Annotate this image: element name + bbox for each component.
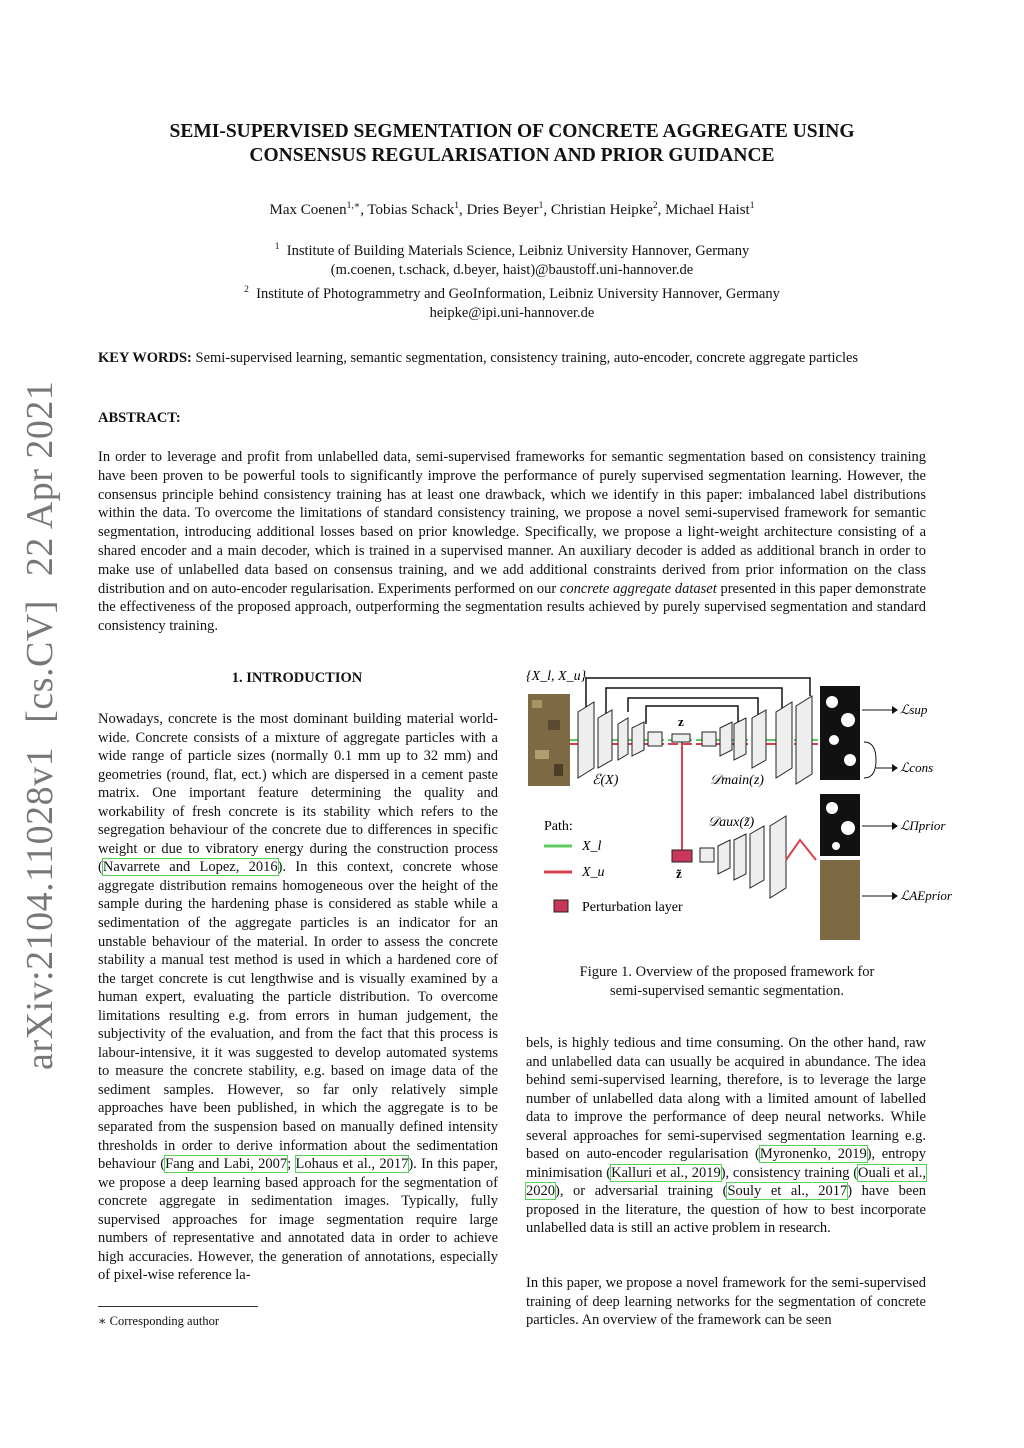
citation-link[interactable]: Fang and Labi, 2007 (165, 1156, 288, 1173)
main-decoder-label: 𝒟main(z) (710, 773, 764, 788)
loss-prior-ae: ℒAEprior (900, 888, 952, 903)
paper-title (100, 120, 924, 168)
author: Michael Haist$^1$ (665, 201, 755, 218)
loss-sup: ℒsup (900, 702, 928, 717)
citation-link[interactable]: Myronenko, 2019 (759, 1146, 867, 1163)
loss-cons: ℒcons (900, 760, 934, 775)
aux-decoder-label: 𝒟aux(z̃) (708, 815, 755, 830)
figure-input-label: {X_l, X_u} (526, 669, 587, 684)
title-line-1: SEMI-SUPERVISED SEGMENTATION OF CONCRETE AGGREGATE USING (169, 121, 855, 142)
citation-link[interactable]: Kalluri et al., 2019 (611, 1164, 721, 1181)
footnote: ∗ Corresponding author (98, 1314, 219, 1328)
affiliation-1: $^1$ Institute of Building Materials Science, Leibniz University Hannover, Germany (274, 242, 750, 259)
citation-link[interactable]: Navarrete and Lopez, 2016 (102, 859, 278, 876)
arxiv-id: arXiv:2104.11028v1 (19, 746, 61, 1070)
figure-caption: Figure 1. Overview of the proposed framework for semi-supervised semantic segmentation. (579, 964, 875, 999)
arxiv-category: [cs.CV] (19, 600, 61, 723)
arxiv-date: 22 Apr 2021 (19, 380, 61, 577)
intro-right-column: bels, is highly tedious and time consuming. On the other hand, raw and unlabelled data can usually be acquired in abundance. The idea behind semi-supervised learning, therefore, is to leverage the large number of unlabelled data along with a limited amount of labelled data to improve the performance of deep neural networks. While several approaches for semi-supervised segmentation learning e.g. based on auto-encoder regularisation (Myronenko, 2019), entropy minimisation (Kalluri et al., 2019), consistency training (Ouali et al., 2020), or adversarial training (Souly et al., 2017) have been proposed in the literature, the question of how to best incorporate unlabelled data is still an active problem in research. (526, 1035, 927, 1237)
keywords (98, 350, 938, 367)
output-segmentation (820, 686, 860, 780)
xl-label: X_l (582, 839, 602, 854)
perturbation-legend: Perturbation layer (582, 900, 683, 915)
citation-link[interactable]: Lohaus et al., 2017 (295, 1156, 409, 1173)
arxiv-side-stamp (18, 357, 62, 1070)
affiliations (100, 238, 924, 324)
title-line-2: CONSENSUS REGULARISATION AND PRIOR GUIDANCE (249, 145, 775, 166)
abstract-body: In order to leverage and profit from unlabelled data, semi-supervised frameworks for semantic segmentation based on consistency training have been proven to be powerful tools to significantly improve the performance of purely supervised segmentation learning. However, the consensus principle behind consistency training has at least one drawback, which we identify in this paper: imbalanced label distributions within the data. To overcome the limitations of standard consistency training, we propose a novel semi-supervised framework for semantic segmentation, introducing additional losses based on prior knowledge. Specifically, we propose a light-weight architecture consisting of a shared encoder and a main decoder, which is trained in a supervised manner. An auxiliary decoder is added as additional branch in order to make use of unlabelled data based on consensus training, and we add additional constraints derived from prior information on the class distribution and on auto-encoder regularisation. Experiments performed on our concrete aggregate dataset presented in this paper demonstrate the effectiveness of the proposed approach, outperforming the segmentation results achieved by purely supervised segmentation and standard consistency training. (98, 449, 926, 635)
framework-figure (520, 660, 952, 950)
affiliation-1-email: (m.coenen, t.schack, d.beyer, haist)@baustoff.uni-hannover.de (330, 262, 694, 279)
abstract-heading: ABSTRACT: (98, 410, 181, 426)
author: Tobias Schack$^1$ (367, 201, 460, 218)
affiliation-2: $^2$ Institute of Photogrammetry and GeoInformation, Leibniz University Hannover, Germany (244, 284, 780, 302)
z-label: z (678, 714, 684, 729)
latent-block (672, 734, 690, 742)
section-heading-introduction: 1. INTRODUCTION (231, 670, 363, 686)
affiliation-2-email: heipke@ipi.uni-hannover.de (429, 305, 595, 322)
keywords-label: KEY WORDS: (98, 350, 192, 366)
encoder-label: ℰ(X) (592, 773, 619, 788)
z-tilde-label: z̃ (676, 866, 682, 881)
citation-link[interactable]: Souly et al., 2017 (727, 1183, 848, 1200)
author-list: Max Coenen$^{1,∗}$, Tobias Schack$^1$, Dries Beyer$^1$, Christian Heipke$^2$, Michael Haist$^1$ (269, 201, 755, 218)
path-label: Path: (544, 819, 573, 834)
citation-link[interactable]: Ouali et al., 2020 (526, 1164, 926, 1200)
author: Max Coenen$^{1,∗}$ (269, 201, 361, 218)
author: Christian Heipke$^2$ (550, 201, 658, 218)
keywords-text: Semi-supervised learning, semantic segmentation, consistency training, auto-encoder, concrete aggregate particles (195, 350, 859, 366)
intro-left-column: Nowadays, concrete is the most dominant building material world-wide. Concrete consists of a mixture of aggregate particles with a wide range of particle sizes (normally 0.1 mm up to 32 mm) and geometries (round, flat, ect.) which are dispersed in a cement paste matrix. One important feature determining the quality and workability of fresh concrete is its stability which refers to the segregation behaviour of the concrete due to differences in specific weight or due to vibratory energy during the construction process (Navarrete and Lopez, 2016). In this context, concrete whose aggregate distribution remains homogeneous over the height of the sample during the hardening phase is considered as stable while a sedimentation of the aggregate particles is an indicator for an unstable behaviour of the material. In order to assess the concrete stability a manual test method is used in which a hardened core of the target concrete is cut lengthwise and is visually examined by a human expert, evaluating the particle distribution. To overcome limitations resulting e.g. from errors in human judgement, the subjectivity of the evaluation, and from the fact that this process is labour-intensive, it it was suggested to develop automated systems to measure the concrete stability, e.g. based on image data of the sediment samples. However, so far only relatively simple approaches have been published, in which the aggregate is to be separated from the suspension based on manually defined intensity thresholds in order to derive information about the sedimentation behaviour (Fang and Labi, 2007; Lohaus et al., 2017). In this paper, we propose a deep learning based approach for the segmentation of concrete aggregate in sedimentation images. Typically, fully supervised approaches for image segmentation require large numbers of representative and annotated data in order to achieve high accuracies. However, the generation of annotations, especially of pixel-wise reference la- (98, 711, 498, 1284)
xu-label: X_u (582, 865, 605, 880)
perturbation-layer (672, 850, 692, 862)
intro-right-paragraph-2: In this paper, we propose a novel framework for the semi-supervised training of deep learning networks for the segmentation of concrete particles. An overview of the framework can be seen (526, 1275, 926, 1329)
loss-prior-pi: ℒΠprior (900, 818, 946, 833)
footnote-rule (98, 1306, 258, 1307)
author: Dries Beyer$^1$ (466, 201, 544, 218)
